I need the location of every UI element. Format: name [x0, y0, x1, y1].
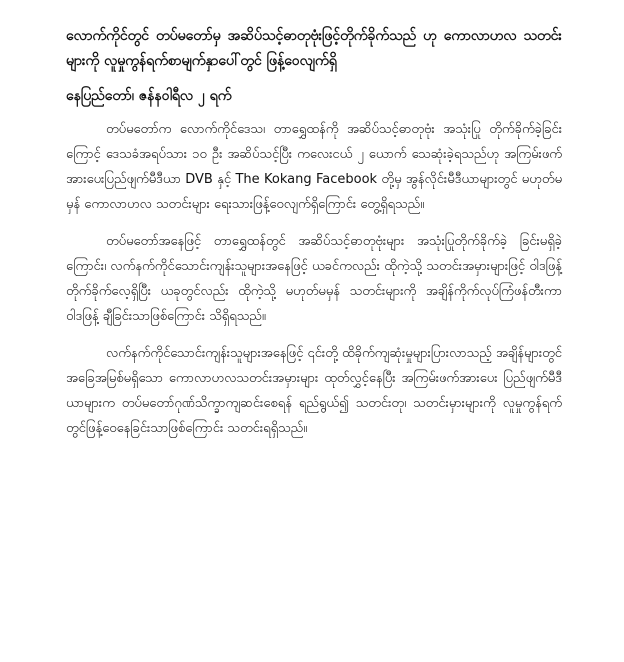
- article-paragraph-3: လက်နက်ကိုင်သောင်းကျန်းသူများအနေဖြင့် ၎င်းတို့ ထိခိုက်ကျဆုံးမှုများပြားလာသည့် အချိန်များတွင် အခြေအမြစ်မရှိသော ကောလာဟလသတင်းအမှားများ ထုတ်လွှင့်နေပြီး အကြမ်းဖက်အားပေး ပြည်ဖျက်မီဒီယာများက တပ်မတော်ဂုဏ်သိက္ခာကျဆင်းစေရန် ရည်ရွယ်၍ သတင်းတု၊ သတင်းမှားများကို လူမှုကွန်ရက်တွင်ဖြန့်ဝေနေခြင်းသာဖြစ်ကြောင်း သတင်းရရှိသည်။: [66, 346, 562, 436]
- article-paragraph-1: တပ်မတော်က လောက်ကိုင်ဒေသ၊ တာရွှေထန်ကို အဆိပ်သင့်ဓာတုဗုံး အသုံးပြု တိုက်ခိုက်ခဲ့ခြင်းကြောင့် ဒေသခံအရပ်သား ၁၀ ဦး အဆိပ်သင့်ပြီး ကလေးငယ် ၂ ယောက် သေဆုံးခဲ့ရသည်ဟု အကြမ်းဖက်အားပေးပြည်ဖျက်မီဒီယာ DVB နှင့် The Kokang Facebook တို့မှ အွန်လိုင်းမီဒီယာများတွင် မဟုတ်မမှန် ကောလာဟလ သတင်းများ ရေးသားဖြန့်ဝေလျက်ရှိကြောင်း တွေ့ရှိရသည်။: [66, 122, 562, 212]
- article-headline: လောက်ကိုင်တွင် တပ်မတော်မှ အဆိပ်သင့်ဓာတုဗုံးဖြင့်တိုက်ခိုက်သည် ဟု ကောလာဟလ သတင်းများကို လူမှုကွန်ရက်စာမျက်နှာပေါ်တွင် ဖြန့်ဝေလျက်ရှိ: [66, 28, 562, 69]
- article-dateline: နေပြည်တော်၊ ဇန်နဝါရီလ ၂ ရက်: [66, 88, 232, 104]
- press-release: [66, 24, 562, 453]
- article-paragraph-2: တပ်မတော်အနေဖြင့် တာရွှေထန်တွင် အဆိပ်သင့်ဓာတုဗုံးများ အသုံးပြုတိုက်ခိုက်ခဲ့ ခြင်းမရှိခဲ့ကြောင်း၊ လက်နက်ကိုင်သောင်းကျန်းသူများအနေဖြင့် ယခင်ကလည်း ထိုကဲ့သို့ သတင်းအမှားများဖြင့် ဝါဒဖြန့်တိုက်ခိုက်လေ့ရှိပြီး ယခုတွင်လည်း ထိုကဲ့သို့ မဟုတ်မမှန် သတင်းများကို အချိန်ကိုက်လုပ်ကြံဖန်တီးကာ ဝါဒဖြန့် ချီခြင်းသာဖြစ်ကြောင်း သိရှိရသည်။: [66, 234, 562, 324]
